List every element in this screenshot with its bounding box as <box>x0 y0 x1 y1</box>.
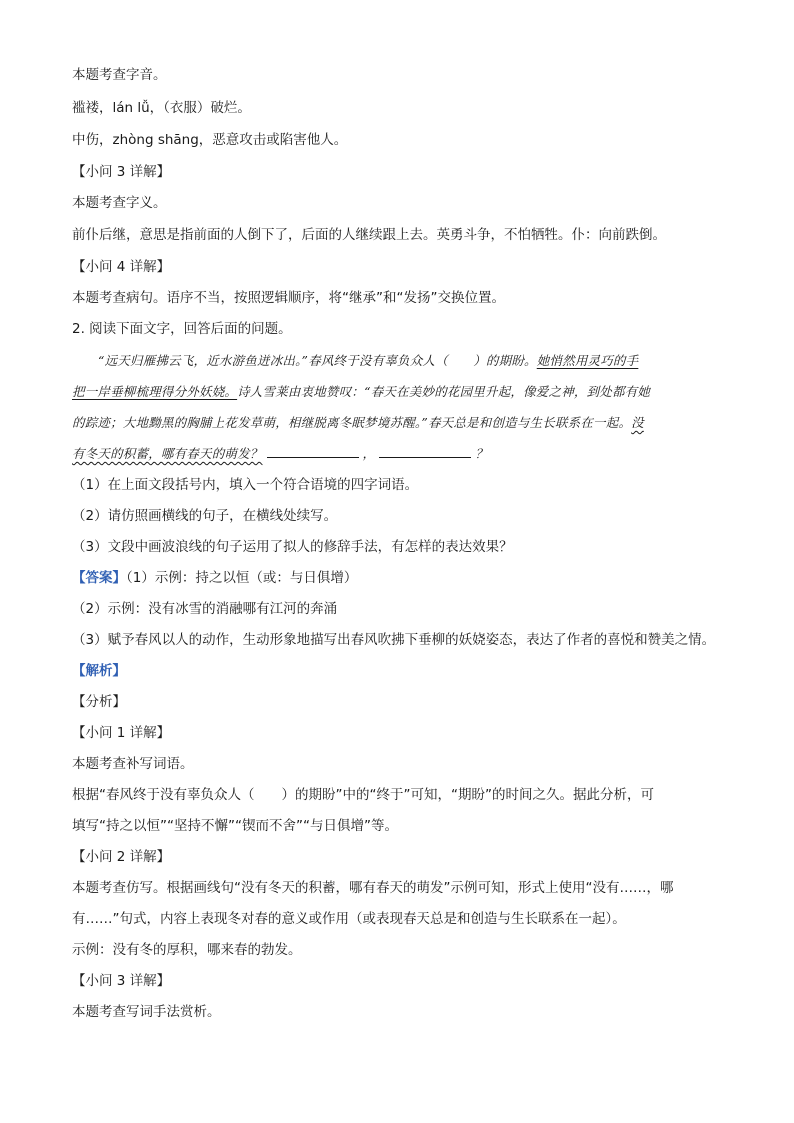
section-heading: 【小问 2 详解】 <box>72 849 171 865</box>
section-heading: 【小问 3 详解】 <box>72 973 171 989</box>
section-heading: 【分析】 <box>72 694 126 710</box>
section-heading: 【小问 4 详解】 <box>72 259 171 275</box>
text-line: 有……”句式，内容上表现冬对春的意义或作用（或表现春天总是和创造与生长联系在一起）。 <box>72 911 626 927</box>
analysis-label: 【解析】 <box>72 663 126 679</box>
text-line: 填写“持之以恒”“坚持不懈”“锲而不舍”“与日俱增”等。 <box>72 818 398 834</box>
answer-blank <box>267 445 359 458</box>
text-line: 本题考查补写词语。 <box>72 756 194 772</box>
text-line: 本题考查写词手法赏析。 <box>72 1004 221 1020</box>
sub-question: （2）请仿照画横线的句子，在横线处续写。 <box>72 508 338 524</box>
text-line: 根据“春风终于没有辜负众人（ ）的期盼”中的“终于”可知，“期盼”的时间之久。据此分析，可 <box>72 787 654 803</box>
passage-line: 把一岸垂柳梳理得分外妖娆。诗人雪莱由衷地赞叹：“春天在美妙的花园里升起，像爱之神，到处都有她 <box>72 384 651 399</box>
text-line: 本题考查字义。 <box>72 195 167 211</box>
text-line: 本题考查仿写。根据画线句“没有冬天的积蓄，哪有春天的萌发”示例可知，形式上使用“没有……，哪 <box>72 880 674 896</box>
text-line: 本题考查字音。 <box>72 67 167 83</box>
text-line: 褴褛，lán lǚ，（衣服）破烂。 <box>72 100 251 116</box>
passage-line: “远天归雁拂云飞，近水游鱼迸冰出。”春风终于没有辜负众人（ ）的期盼。她悄然用灵巧的手 <box>98 353 639 368</box>
passage-line: 的踪迹；大地黝黑的胸脯上花发草萌，相继脱离冬眠梦境苏醒。”春天总是和创造与生长联系在一起。没 <box>72 415 644 430</box>
text-line: 本题考查病句。语序不当，按照逻辑顺序，将“继承”和“发扬”交换位置。 <box>72 290 505 306</box>
text-line: 示例：没有冬的厚积，哪来春的勃发。 <box>72 942 302 958</box>
section-heading: 【小问 3 详解】 <box>72 164 171 180</box>
answer-blank <box>379 445 471 458</box>
text-line: 中伤，zhòng shāng，恶意攻击或陷害他人。 <box>72 132 348 148</box>
answer-label: 【答案】 <box>72 570 126 586</box>
sub-question: （3）文段中画波浪线的句子运用了拟人的修辞手法，有怎样的表达效果？ <box>72 539 513 555</box>
question-title: 2. 阅读下面文字，回答后面的问题。 <box>72 321 292 337</box>
section-heading: 【小问 1 详解】 <box>72 725 171 741</box>
answer-line: （3）赋予春风以人的动作，生动形象地描写出春风吹拂下垂柳的妖娆姿态，表达了作者的喜悦和赞美之情。 <box>72 632 716 648</box>
passage-line: 有冬天的积蓄，哪有春天的萌发？ ， ？ <box>72 446 488 461</box>
answer-line: （2）示例：没有冰雪的消融哪有江河的奔涌 <box>72 601 338 617</box>
sub-question: （1）在上面文段括号内，填入一个符合语境的四字词语。 <box>72 477 419 493</box>
text-line: 前仆后继，意思是指前面的人倒下了，后面的人继续跟上去。英勇斗争，不怕牺牲。仆：向前跌倒。 <box>72 227 666 243</box>
answer-line: 【答案】（1）示例：持之以恒（或：与日俱增） <box>72 570 358 586</box>
